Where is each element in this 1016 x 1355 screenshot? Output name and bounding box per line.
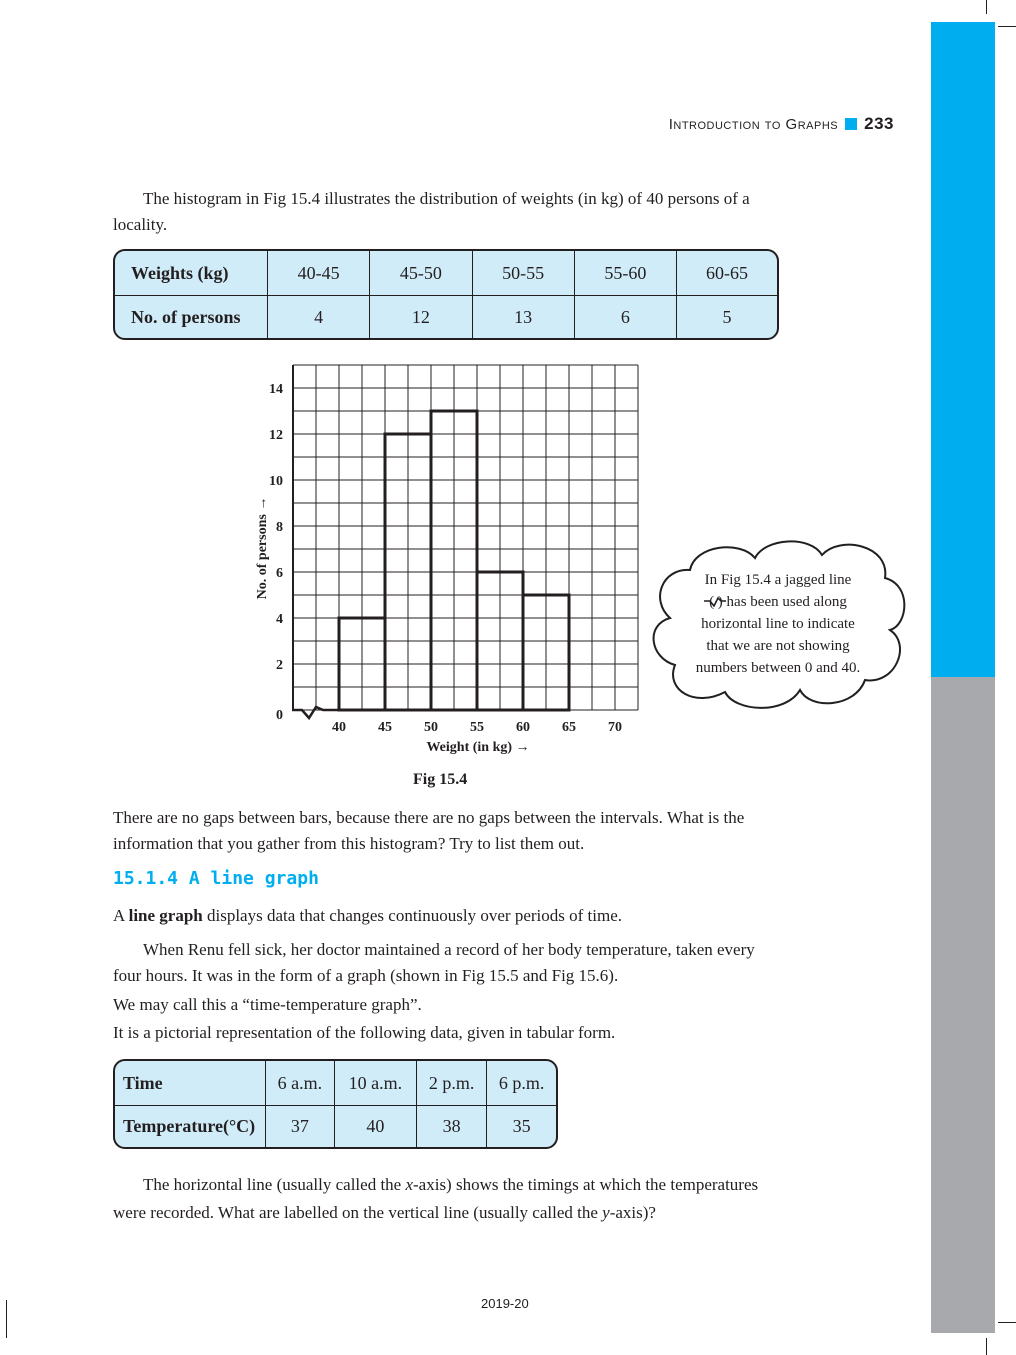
table-header-cell: Time	[115, 1061, 266, 1106]
x-tick-label: 55	[470, 720, 484, 735]
table-cell: 37	[266, 1106, 335, 1147]
cloud-line: horizontal line to indicate	[701, 616, 855, 632]
y-tick-label: 2	[276, 658, 283, 673]
y-tick-label: 8	[276, 520, 283, 535]
table-cell: 40	[335, 1106, 417, 1147]
definition-paragraph	[113, 903, 783, 929]
section-heading: 15.1.4 A line graph	[113, 868, 319, 889]
x-tick-label: 60	[516, 720, 530, 735]
gaps-paragraph: There are no gaps between bars, because there are no gaps between the intervals. What is the information that you gather from this histogram? Try to list them out.	[113, 808, 745, 853]
crop-mark	[6, 1300, 7, 1338]
intro-paragraph: The histogram in Fig 15.4 illustrates the distribution of weights (in kg) of 40 persons of a locality.	[113, 189, 750, 234]
y-tick-label: 12	[269, 428, 283, 443]
cloud-line: that we are not showing	[706, 638, 850, 654]
crop-mark	[998, 1322, 1016, 1323]
table-cell: 6 a.m.	[266, 1061, 335, 1106]
axis-paragraph	[113, 1171, 783, 1227]
jagged-axis-break	[292, 707, 339, 718]
footer-year: 2019-20	[481, 1296, 529, 1311]
y-tick-label: 0	[276, 708, 283, 723]
pictorial-paragraph: It is a pictorial representation of the following data, given in tabular form.	[113, 1023, 616, 1042]
x-tick-label: 40	[332, 720, 346, 735]
definition-text: displays data that changes continuously over periods of time.	[202, 906, 622, 925]
x-axis-label: Weight (in kg) →	[426, 740, 530, 755]
axis-text: -axis) shows the timings at which the temperatures were recorded. What are labelled on the vertical line (usually called the	[113, 1175, 759, 1222]
table-cell: 45-50	[370, 251, 472, 296]
cloud-line: ( ) has been used along	[709, 594, 847, 610]
table-cell: 6	[575, 296, 677, 338]
chart-grid	[293, 365, 638, 710]
table-cell: 6 p.m.	[487, 1061, 556, 1106]
crop-mark	[986, 1338, 987, 1355]
axis-y-symbol: y	[602, 1203, 610, 1222]
header-title: Introduction to Graphs	[668, 115, 839, 133]
table-cell: 12	[370, 296, 472, 338]
table-cell: 38	[417, 1106, 487, 1147]
cloud-line: numbers between 0 and 40.	[695, 660, 861, 676]
cloud-line-with-icon	[668, 591, 888, 613]
table-cell: 13	[473, 296, 575, 338]
table-header-cell: Weights (kg)	[115, 251, 268, 296]
table-header-cell: No. of persons	[115, 296, 268, 338]
table-cell: 4	[268, 296, 370, 338]
figure-caption: Fig 15.4	[413, 771, 468, 788]
cloud-line: In Fig 15.4 a jagged line	[704, 572, 852, 588]
table-cell: 55-60	[575, 251, 677, 296]
x-tick-label: 70	[608, 720, 622, 735]
y-axis-label: No. of persons →	[255, 496, 270, 600]
x-tick-label: 50	[424, 720, 438, 735]
axis-x-symbol: x	[405, 1175, 414, 1194]
y-tick-label: 14	[269, 382, 283, 397]
y-tick-label: 4	[276, 612, 283, 627]
table-cell: 2 p.m.	[417, 1061, 487, 1106]
definition-prefix: A	[113, 906, 129, 925]
x-tick-label: 65	[562, 720, 576, 735]
x-tick-label: 45	[378, 720, 392, 735]
table-header-cell: Temperature(°C)	[115, 1106, 266, 1147]
table-cell: 60-65	[677, 251, 777, 296]
table-cell: 35	[512, 1116, 531, 1136]
y-tick-label: 6	[276, 566, 283, 581]
table-cell: 10 a.m.	[335, 1061, 417, 1106]
axis-text: The horizontal line (usually called the	[143, 1175, 406, 1194]
table-cell: 5	[722, 306, 732, 327]
page-number: 233	[864, 114, 894, 133]
jagged-line-icon	[703, 597, 727, 607]
table-cell: 40-45	[268, 251, 370, 296]
table-cell: 50-55	[473, 251, 575, 296]
call-paragraph: We may call this a “time-temperature graph”.	[113, 995, 422, 1014]
axis-text: -axis)?	[609, 1203, 656, 1222]
renu-paragraph: When Renu fell sick, her doctor maintained a record of her body temperature, taken every four hours. It was in the form of a graph (shown in Fig 15.5 and Fig 15.6).	[113, 940, 755, 985]
definition-term: line graph	[128, 906, 203, 925]
y-tick-label: 10	[269, 474, 283, 489]
temperature-table	[113, 1059, 558, 1149]
cloud-text	[668, 569, 888, 679]
